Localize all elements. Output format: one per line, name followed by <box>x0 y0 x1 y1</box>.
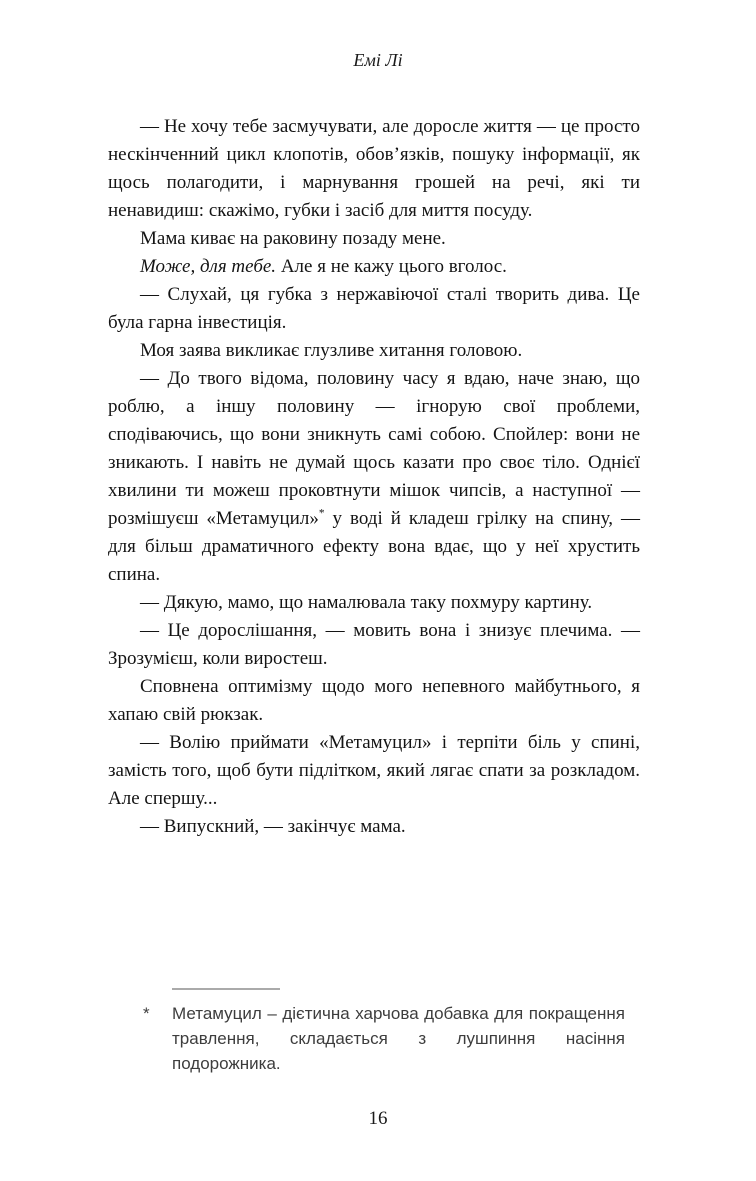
text-run: — Слухай, ця губка з нержавіючої сталі творить дива. Це була гарна інвестиція. <box>108 284 640 333</box>
text-run: — До твого відома, половину часу я вдаю, наче знаю, що роблю, а іншу половину — ігнорую свої проблеми, сподіваючись, що вони зникнуть самі собою. Спойлер: вони не зникають. І навіть не думай щось казати про своє тіло. Однієї хвилини ти можеш проковтнути мішок чипсів, а наступної — розмішуєш «Метамуцил» <box>108 368 640 529</box>
paragraph <box>108 729 640 813</box>
paragraph <box>108 253 640 281</box>
text-run: — Не хочу тебе засмучувати, але доросле життя — це просто нескінченний цикл клопотів, обов’язків, пошуку інформації, як щось полагодити, і марнування грошей на речі, які ти ненавидиш: скажімо, губки і засіб для миття посуду. <box>108 116 640 221</box>
running-header: Емі Лі <box>353 50 403 70</box>
paragraph <box>108 673 640 729</box>
paragraph <box>108 281 640 337</box>
footnote-row <box>143 1001 625 1076</box>
text-run: Але я не кажу цього вголос. <box>276 256 507 277</box>
paragraph <box>108 225 640 253</box>
paragraph <box>108 113 640 225</box>
text-run: у воді й кладеш грілку на спину, — для більш драматичного ефекту вона вдає, що у неї хрустить спина. <box>108 508 641 585</box>
footnote-divider <box>172 988 280 990</box>
paragraph <box>108 589 640 617</box>
text-run: — Волію приймати «Метамуцил» і терпіти біль у спині, замість того, щоб бути підлітком, який лягає спати за розкладом. Але спершу... <box>108 732 640 809</box>
text-run: — Це дорослішання, — мовить вона і знизує плечима. — Зрозумієш, коли виростеш. <box>108 620 640 669</box>
text-run: — Випускний, — закінчує мама. <box>140 816 406 837</box>
text-run: — Дякую, мамо, що намалювала таку похмуру картину. <box>140 592 593 613</box>
italic-text: Може, для тебе. <box>140 256 277 277</box>
text-run: Сповнена оптимізму щодо мого непевного майбутнього, я хапаю свій рюкзак. <box>108 676 640 725</box>
footnote-text: Метамуцил – дієтична харчова добавка для покращення травлення, складається з лушпиння насіння подорожника. <box>172 1004 625 1073</box>
paragraph <box>108 365 640 589</box>
page-number: 16 <box>368 1108 388 1129</box>
text-run: Мама киває на раковину позаду мене. <box>140 228 446 249</box>
footnote-reference: * <box>318 507 325 520</box>
paragraph <box>108 813 640 841</box>
footnote-marker: * <box>143 1004 150 1023</box>
text-run: Моя заява викликає глузливе хитання головою. <box>140 340 523 361</box>
body-text <box>108 113 640 841</box>
paragraph <box>108 617 640 673</box>
paragraph <box>108 337 640 365</box>
footnote <box>143 988 625 1076</box>
